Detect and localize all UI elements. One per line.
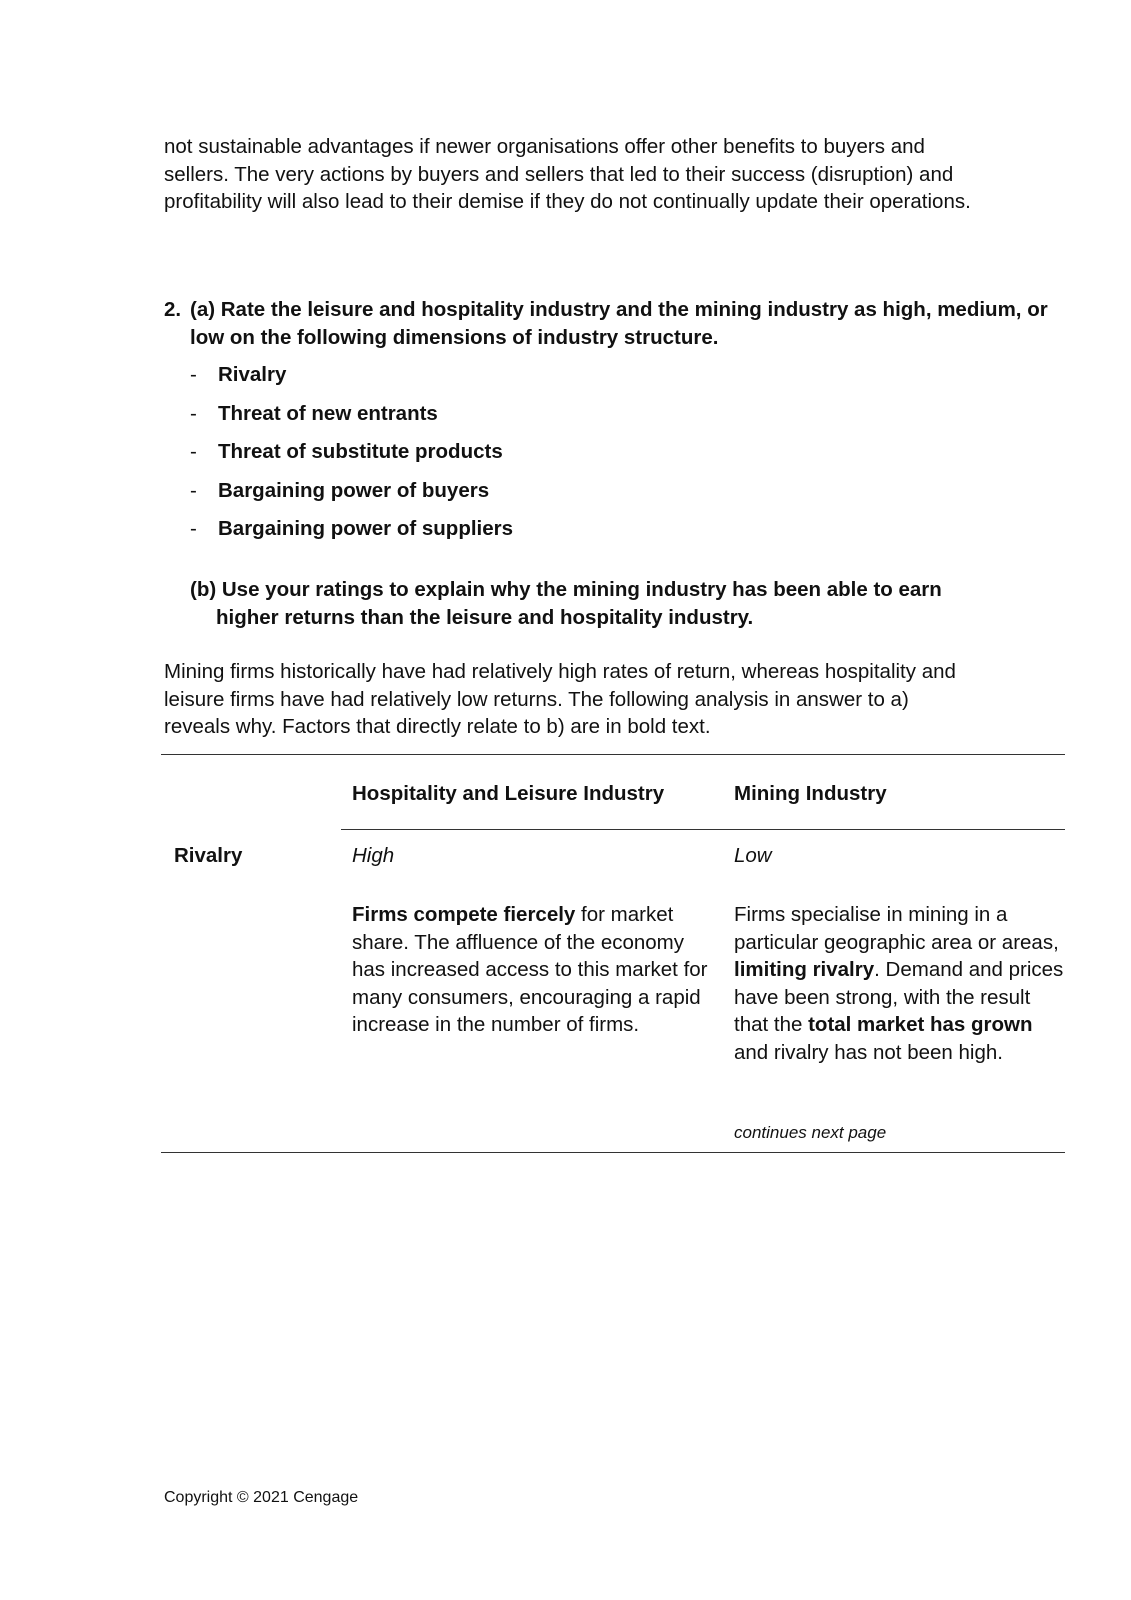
continues-note: continues next page <box>734 1123 887 1142</box>
hospitality-explanation <box>352 901 714 1039</box>
list-item <box>190 400 1064 428</box>
copyright-footer: Copyright © 2021 Cengage <box>164 1489 359 1506</box>
question-part-a: (a) Rate the leisure and hospitality industry and the mining industry as high, medium, or low on the following dimensions of industry structure. <box>190 298 1048 349</box>
bullet-dash: - <box>190 401 197 425</box>
table-top-rule <box>161 754 1065 755</box>
list-item <box>190 361 1064 389</box>
list-item <box>190 515 1064 543</box>
text-run: Firms specialise in mining in a particular geographic area or areas, <box>734 903 1059 954</box>
row-dimension-rivalry: Rivalry <box>174 844 243 867</box>
dimension-label: Threat of substitute products <box>218 440 503 463</box>
bullet-dash: - <box>190 440 197 463</box>
question-part-b: (b) Use your ratings to explain why the mining industry has been able to earn higher returns than the leisure and hospitality industry. <box>190 578 942 629</box>
header-hospitality: Hospitality and Leisure Industry <box>352 782 665 805</box>
list-item <box>190 438 1064 466</box>
dimension-label: Rivalry <box>218 363 287 386</box>
bullet-dash: - <box>190 478 197 502</box>
bullet-dash: - <box>190 517 197 540</box>
mining-explanation <box>734 901 1064 1066</box>
dimension-label: Bargaining power of buyers <box>218 478 490 502</box>
bold-phrase: Firms compete fiercely <box>352 903 576 926</box>
dimension-label: Threat of new entrants <box>218 401 438 425</box>
bold-phrase: limiting rivalry <box>734 958 875 981</box>
list-item <box>190 477 1064 505</box>
table-bottom-rule <box>161 1152 1065 1153</box>
bullet-dash: - <box>190 363 197 386</box>
dimension-list <box>190 361 1064 543</box>
text-run: for market share. The affluence of the economy has increased access to this market for many consumers, encouraging a rapid increase in the number of firms. <box>352 903 708 1036</box>
hospitality-rating: High <box>352 844 395 867</box>
question-block <box>164 296 1064 554</box>
header-bottom-rule <box>341 829 1065 830</box>
mining-rating: Low <box>734 844 772 867</box>
header-mining: Mining Industry <box>734 782 887 805</box>
answer-paragraph: Mining firms historically have had relatively high rates of return, whereas hospitality and leisure firms have had relatively low returns. The following analysis in answer to a) reveals why. Factors that directly relate to b) are in bold text. <box>164 660 956 738</box>
bold-phrase: total market has grown <box>808 1013 1033 1036</box>
intro-paragraph: not sustainable advantages if newer organisations offer other benefits to buyers and sellers. The very actions by buyers and sellers that led to their success (disruption) and profitability will also lead to their demise if they do not continually update their operations. <box>164 135 971 213</box>
dimension-label: Bargaining power of suppliers <box>218 517 514 540</box>
question-number: 2. <box>164 298 182 321</box>
text-run: and rivalry has not been high. <box>734 1040 1003 1064</box>
text-run: . Demand and prices have been strong, with the result that the <box>734 958 1064 1036</box>
